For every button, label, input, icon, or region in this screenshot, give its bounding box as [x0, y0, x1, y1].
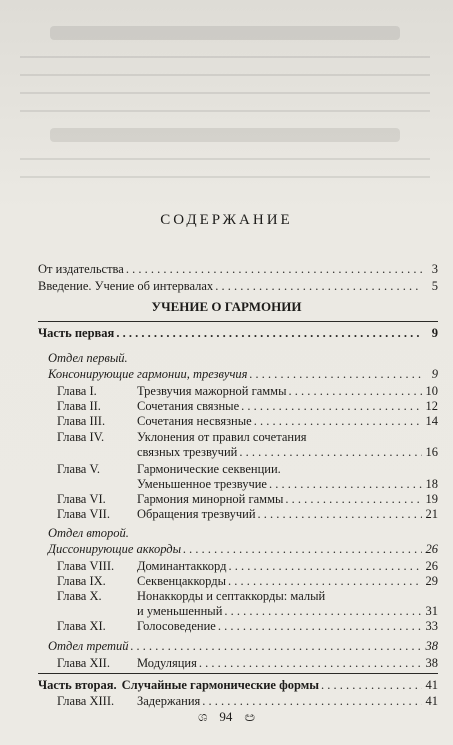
dept-one-name: Отдел первый.	[48, 351, 128, 365]
chapter-num: Глава IX.	[57, 574, 106, 588]
toc-entry-dept-one[interactable]: Консонирующие гармонии, трезвучия . . . 9	[48, 367, 438, 382]
chapter-num: Глава X.	[57, 589, 102, 603]
toc-entry-dept-two[interactable]: Диссонирующие аккорды . . . 26	[48, 542, 438, 557]
chapter-title: Уклонения от правил сочетания	[137, 430, 307, 444]
toc-entry-chapter-8[interactable]: Доминантаккорд . . . 26	[137, 559, 438, 574]
toc-entry-chapter-7[interactable]: Обращения трезвучий . . . 21	[137, 507, 438, 522]
toc-entry-chapter-11[interactable]: Голосоведение . . . 33	[137, 619, 438, 634]
toc-entry-publisher[interactable]: От издательства . . . 3	[38, 262, 438, 277]
toc-entry-dept-three[interactable]: Отдел третий . . . 38	[48, 639, 438, 654]
page-title: СОДЕРЖАНИЕ	[160, 212, 293, 228]
chapter-num: Глава II.	[57, 399, 101, 413]
toc-entry-part-two[interactable]: Часть вторая. Случайные гармонические формы . . . 41	[38, 678, 438, 693]
dept-two-name: Отдел второй.	[48, 526, 129, 540]
chapter-num: Глава IV.	[57, 430, 105, 444]
chapter-num: Глава XII.	[57, 656, 110, 670]
toc-entry-chapter-1[interactable]: Трезвучия мажорной гаммы . . . 10	[137, 384, 438, 399]
divider-bottom	[38, 673, 438, 674]
chapter-title: Гармонические секвенции.	[137, 462, 281, 476]
toc-entry-chapter-13[interactable]: Задержания . . . 41	[137, 694, 438, 709]
chapter-num: Глава VII.	[57, 507, 110, 521]
toc-entry-part-one[interactable]: Часть первая . . . 9	[38, 326, 438, 341]
chapter-num: Глава I.	[57, 384, 97, 398]
page-number: 94	[219, 709, 233, 724]
divider-top	[38, 321, 438, 322]
toc-entry-chapter-2[interactable]: Сочетания связные . . . 12	[137, 399, 438, 414]
chapter-num: Глава III.	[57, 414, 106, 428]
chapter-num: Глава V.	[57, 462, 101, 476]
toc-entry-chapter-3[interactable]: Сочетания несвязные . . . 14	[137, 414, 438, 429]
toc-entry-introduction[interactable]: Введение. Учение об интервалах . . . 5	[38, 279, 438, 294]
chapter-num: Глава VIII.	[57, 559, 115, 573]
toc-entry-chapter-12[interactable]: Модуляция . . . 38	[137, 656, 438, 671]
chapter-num: Глава VI.	[57, 492, 106, 506]
toc-entry-chapter-9[interactable]: Секвенцаккорды . . . 29	[137, 574, 438, 589]
toc-entry-chapter-4[interactable]: связных трезвучий . . . 16	[137, 445, 438, 460]
chapter-title: Нонаккорды и септаккорды: малый	[137, 589, 326, 603]
toc-entry-chapter-6[interactable]: Гармония минорной гаммы . . . 19	[137, 492, 438, 507]
chapter-num: Глава XI.	[57, 619, 106, 633]
ornament-left-icon: ශ	[198, 709, 208, 724]
toc-entry-chapter-10[interactable]: и уменьшенный . . . 31	[137, 604, 438, 619]
page-footer	[0, 709, 453, 725]
toc-entry-chapter-5[interactable]: Уменьшенное трезвучие . . . 18	[137, 477, 438, 492]
ornament-right-icon: ඏ	[244, 709, 255, 724]
section-heading: УЧЕНИЕ О ГАРМОНИИ	[151, 299, 302, 314]
chapter-num: Глава XIII.	[57, 694, 115, 708]
